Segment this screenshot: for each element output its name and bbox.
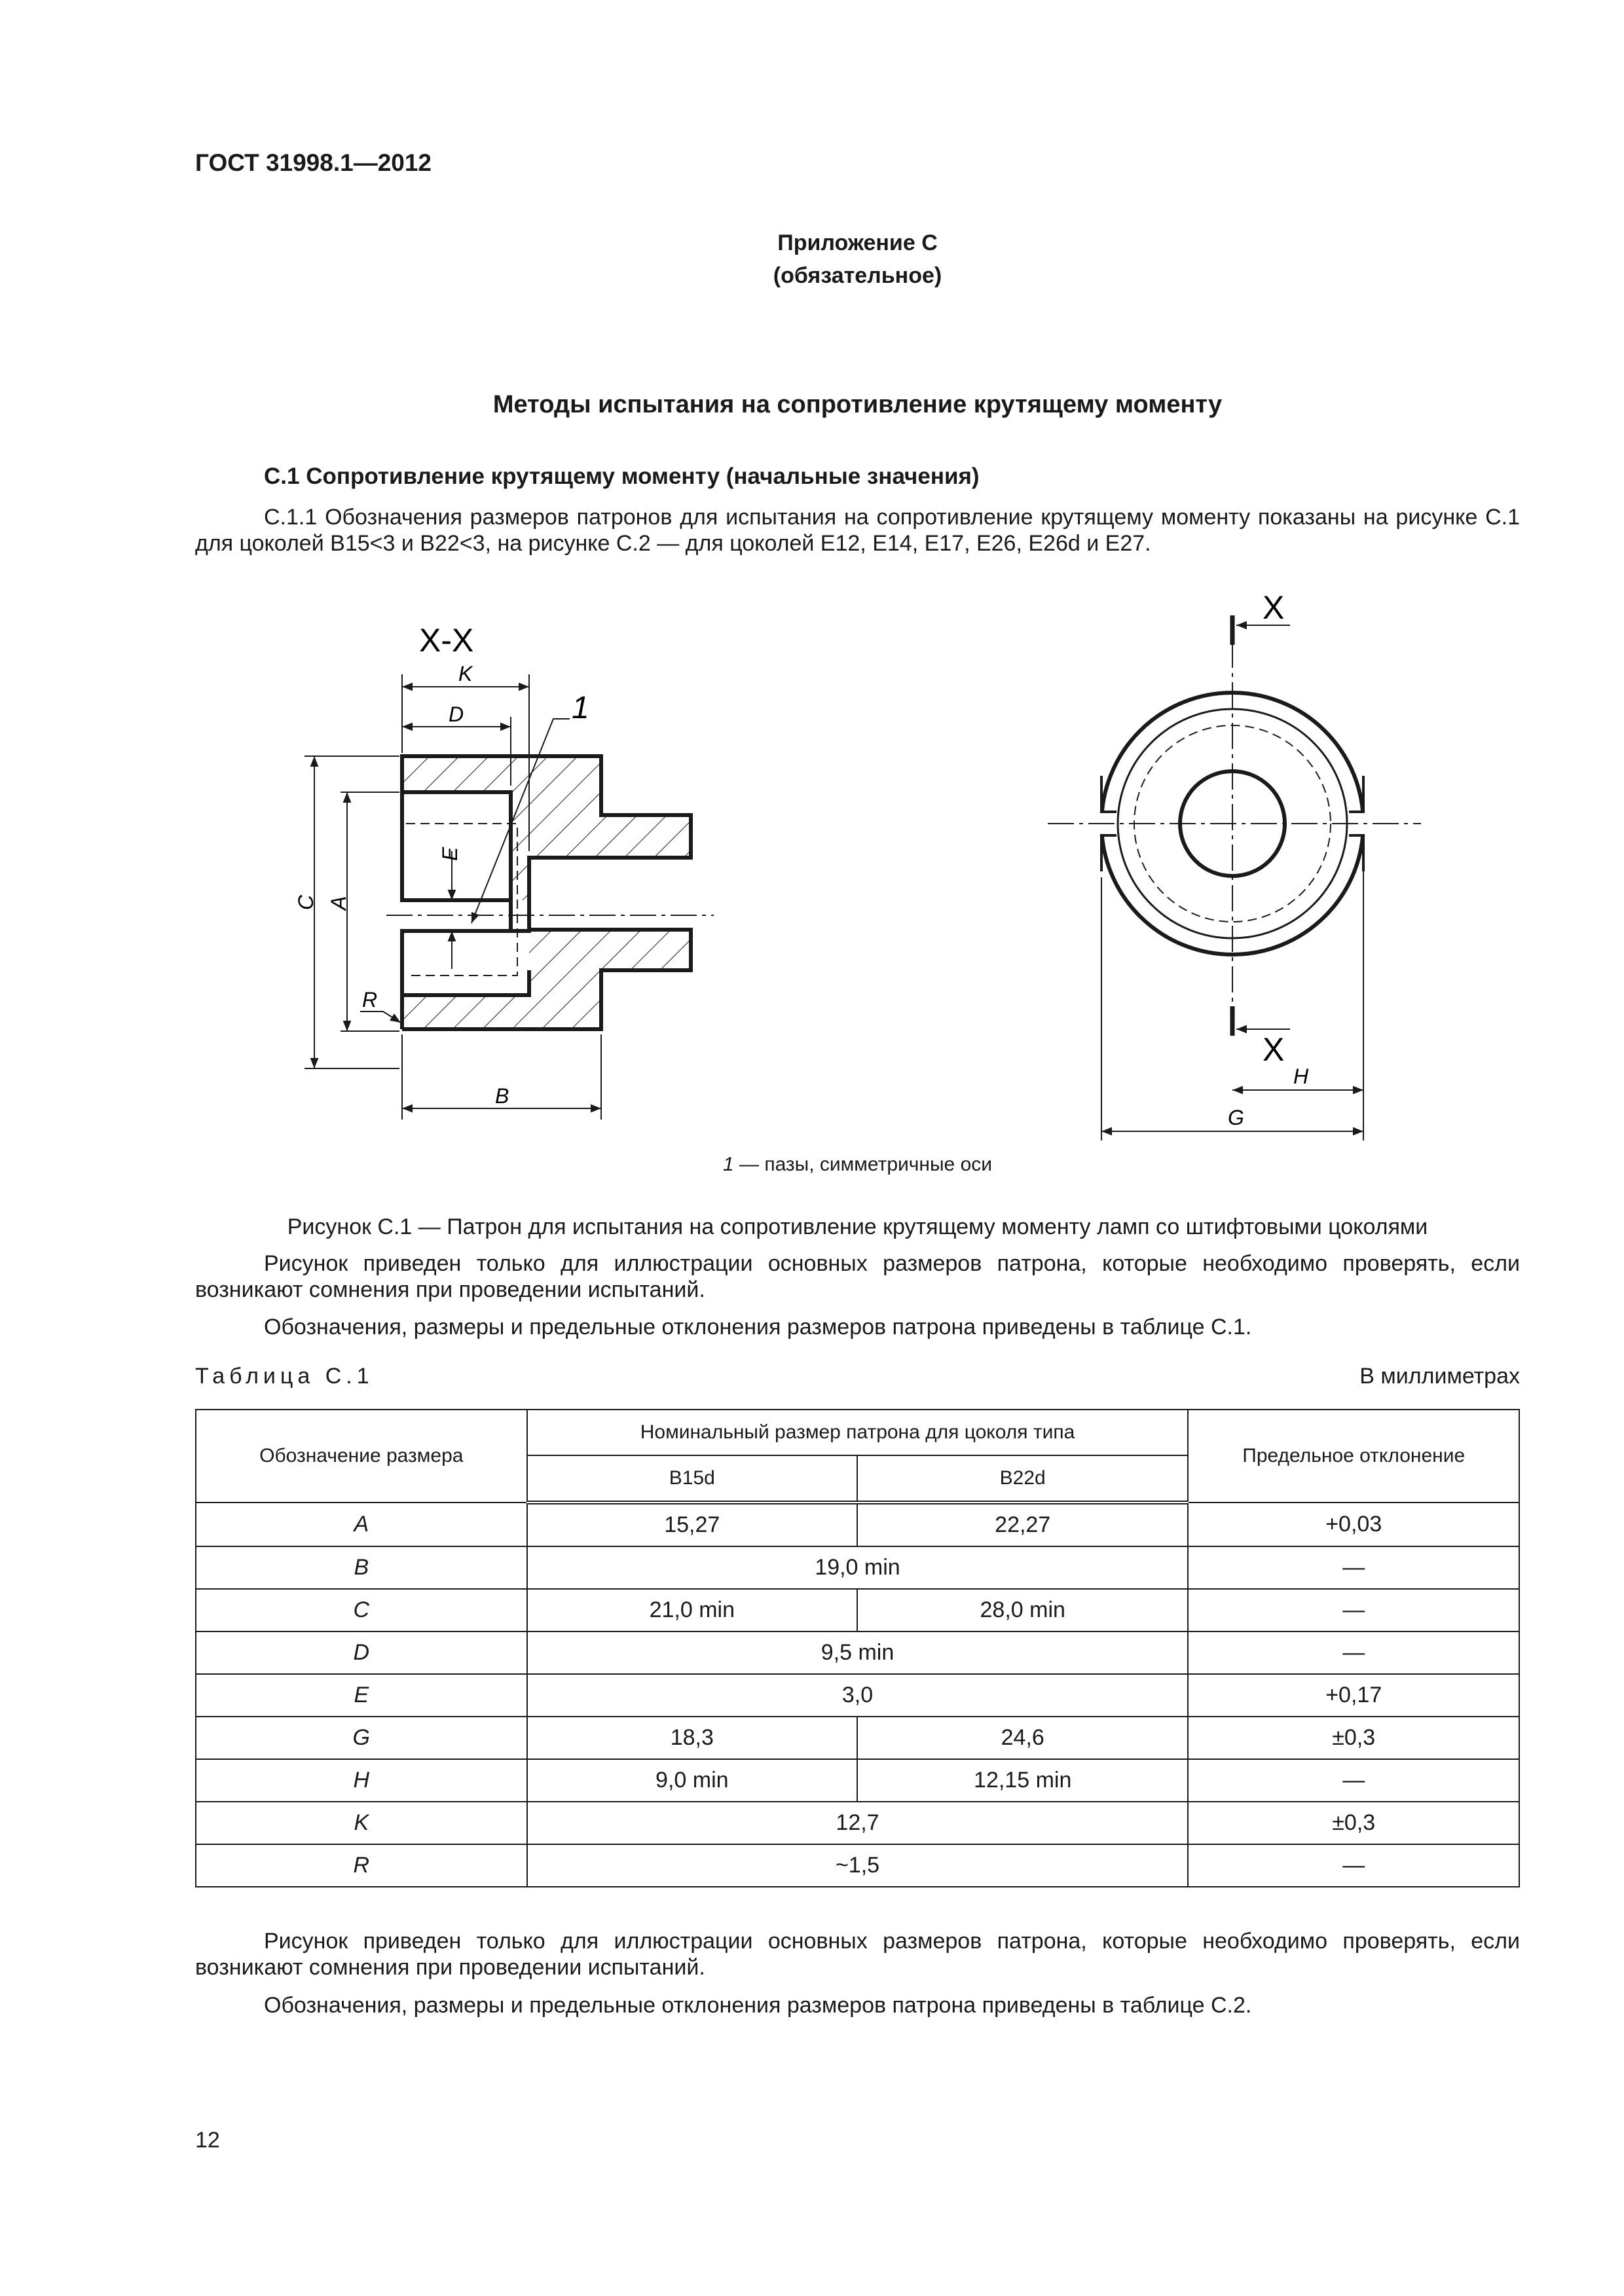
row-both: 12,7	[527, 1802, 1189, 1844]
appendix-status: (обязательное)	[773, 263, 942, 288]
section-hatched-body	[402, 756, 691, 1029]
table-row	[196, 1589, 1519, 1631]
label-k: K	[458, 662, 473, 685]
row-symbol: G	[196, 1717, 527, 1759]
label-d: D	[449, 702, 464, 726]
table-units: В миллиметрах	[1359, 1364, 1520, 1389]
cut-label-bottom: X	[1263, 1031, 1285, 1068]
row-tolerance: —	[1188, 1546, 1519, 1589]
page-number: 12	[195, 2128, 220, 2153]
figure-caption: Рисунок С.1 — Патрон для испытания на сопротивление крутящему моменту ламп со штифтовыми цоколями	[287, 1214, 1428, 1239]
header-designation: Обозначение размера	[196, 1410, 527, 1503]
section-title: С.1 Сопротивление крутящему моменту (начальные значения)	[264, 464, 980, 489]
table-label: Таблица С.1	[195, 1364, 374, 1389]
section-paragraph-text: С.1.1 Обозначения размеров патронов для испытания на сопротивление крутящему моменту показаны на рисунке С.1 для цоколей В15<3 и В22<3, на рисунке С.2 — для цоколей Е12, Е14, Е17, Е26, Е26d и Е27.	[195, 505, 1520, 556]
label-e: E	[438, 847, 462, 861]
row-tolerance: —	[1188, 1631, 1519, 1674]
header-b15d: B15d	[527, 1455, 857, 1503]
main-title: Методы испытания на сопротивление крутящему моменту	[492, 391, 1223, 418]
note2-line2	[195, 1992, 1520, 2018]
row-symbol: A	[196, 1503, 527, 1546]
row-tolerance: —	[1188, 1759, 1519, 1802]
figure-legend	[195, 1154, 1520, 1176]
row-b15d: 9,0 min	[527, 1759, 857, 1802]
row-both: 19,0 min	[527, 1546, 1189, 1589]
table-row	[196, 1674, 1519, 1717]
table-row	[196, 1503, 1519, 1546]
row-b15d: 15,27	[527, 1503, 857, 1546]
row-b15d: 21,0 min	[527, 1589, 857, 1631]
label-g: G	[1228, 1106, 1244, 1129]
section-view	[294, 622, 714, 1120]
row-b15d: 18,3	[527, 1717, 857, 1759]
header-b22d: B22d	[857, 1455, 1188, 1503]
row-symbol: E	[196, 1674, 527, 1717]
document-code: ГОСТ 31998.1—2012	[195, 149, 432, 176]
label-b: B	[495, 1084, 509, 1108]
end-view	[1048, 589, 1421, 1140]
slot-outline	[402, 792, 511, 995]
row-symbol: D	[196, 1631, 527, 1674]
note1-line2	[195, 1314, 1520, 1340]
dimensions-table	[195, 1409, 1520, 1887]
legend-text: — пазы, симметричные оси	[733, 1154, 993, 1175]
table-row	[196, 1546, 1519, 1589]
label-h: H	[1293, 1065, 1309, 1088]
table-row	[196, 1759, 1519, 1802]
note2-line1-text: Рисунок приведен только для иллюстрации основных размеров патрона, которые необходимо проверять, если возникают сомнения при проведении испытаний.	[195, 1929, 1520, 1980]
row-both: ~1,5	[527, 1844, 1189, 1887]
note2-line1	[195, 1928, 1520, 1980]
table-row	[196, 1802, 1519, 1844]
row-symbol: R	[196, 1844, 527, 1887]
row-symbol: K	[196, 1802, 527, 1844]
note1-line2-text: Обозначения, размеры и предельные отклонения размеров патрона приведены в таблице С.1.	[264, 1315, 1252, 1339]
table-row	[196, 1631, 1519, 1674]
row-symbol: B	[196, 1546, 527, 1589]
row-tolerance: ±0,3	[1188, 1717, 1519, 1759]
row-b22d: 24,6	[857, 1717, 1188, 1759]
row-tolerance: ±0,3	[1188, 1802, 1519, 1844]
radius-leader	[360, 1011, 401, 1023]
label-r: R	[362, 988, 378, 1011]
cut-label-top: X	[1263, 589, 1285, 626]
table-row	[196, 1844, 1519, 1887]
row-tolerance: —	[1188, 1844, 1519, 1887]
header-tolerance: Предельное отклонение	[1188, 1410, 1519, 1503]
row-symbol: C	[196, 1589, 527, 1631]
note1-line1	[195, 1250, 1520, 1303]
row-both: 9,5 min	[527, 1631, 1189, 1674]
section-label: X-X	[419, 622, 474, 659]
label-callout: 1	[572, 691, 589, 725]
label-c: C	[294, 894, 318, 910]
table-row	[196, 1717, 1519, 1759]
row-tolerance: +0,03	[1188, 1503, 1519, 1546]
row-tolerance: —	[1188, 1589, 1519, 1631]
row-tolerance: +0,17	[1188, 1674, 1519, 1717]
note2-line2-text: Обозначения, размеры и предельные отклонения размеров патрона приведены в таблице С.2.	[264, 1993, 1252, 2018]
note1-line1-text: Рисунок приведен только для иллюстрации основных размеров патрона, которые необходимо проверять, если возникают сомнения при проведении испытаний.	[195, 1251, 1520, 1302]
legend-number: 1	[722, 1154, 734, 1175]
row-b22d: 12,15 min	[857, 1759, 1188, 1802]
label-a: A	[327, 896, 350, 910]
header-nominal: Номинальный размер патрона для цоколя типа	[527, 1410, 1189, 1455]
appendix-title: Приложение С	[777, 230, 938, 255]
row-symbol: H	[196, 1759, 527, 1802]
row-both: 3,0	[527, 1674, 1189, 1717]
row-b22d: 22,27	[857, 1503, 1188, 1546]
row-b22d: 28,0 min	[857, 1589, 1188, 1631]
